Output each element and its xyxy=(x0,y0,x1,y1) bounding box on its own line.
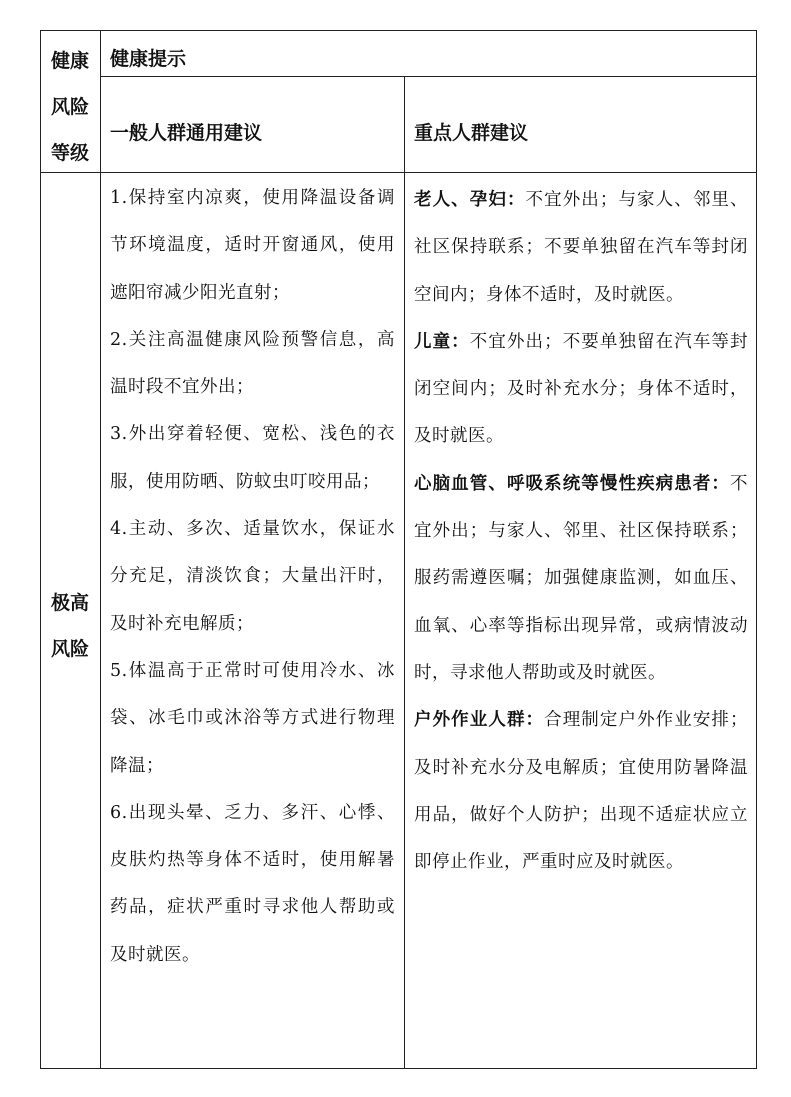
general-advice-list xyxy=(110,175,395,979)
general-advice-item: 1.保持室内凉爽，使用降温设备调节环境温度，适时开窗通风，使用遮阳帘减少阳光直射； xyxy=(110,188,395,303)
key-group-text: 不宜外出；与家人、邻里、社区保持联系；不要单独留在汽车等封闭空间内；身体不适时，及时就医。 xyxy=(414,190,749,305)
header-risk-level-line-2: 风险 xyxy=(50,96,89,118)
key-group-text: 合理制定户外作业安排；及时补充水分及电解质；宜使用防暑降温用品，做好个人防护；出现不适症状应立即停止作业，严重时应及时就医。 xyxy=(414,710,749,873)
risk-level-line-2: 风险 xyxy=(50,638,89,660)
general-advice-item: 5.体温高于正常时可使用冷水、冰袋、冰毛巾或沐浴等方式进行物理降温； xyxy=(110,660,395,776)
header-health-tips: 健康提示 xyxy=(110,48,187,70)
key-group-elderly-pregnant xyxy=(414,177,748,319)
header-risk-level-line-1: 健康 xyxy=(50,50,89,72)
key-group-label: 儿童： xyxy=(414,331,470,352)
key-group-label: 户外作业人群： xyxy=(414,710,545,731)
key-group-label: 老人、孕妇： xyxy=(414,190,526,210)
header-risk-level-line-3: 等级 xyxy=(50,142,89,164)
risk-level-line-1: 极高 xyxy=(50,592,89,614)
header-key-advice: 重点人群建议 xyxy=(414,122,529,144)
risk-level-value xyxy=(40,580,100,672)
header-general-advice: 一般人群通用建议 xyxy=(110,122,263,144)
general-advice-item: 2.关注高温健康风险预警信息，高温时段不宜外出； xyxy=(110,329,395,398)
general-advice-item: 6.出现头晕、乏力、多汗、心悸、皮肤灼热等身体不适时，使用解暑药品，症状严重时寻求他人帮助或及时就医。 xyxy=(110,802,395,965)
key-group-outdoor-workers xyxy=(414,697,748,886)
divider-advice-cols xyxy=(404,76,405,1069)
divider-header-body xyxy=(40,172,757,173)
divider-level-col xyxy=(100,30,101,1069)
key-group-text: 不宜外出；与家人、邻里、社区保持联系；服药需遵医嘱；加强健康监测，如血压、血氧、心率等指标出现异常，或病情波动时，寻求他人帮助或及时就医。 xyxy=(414,473,748,683)
general-advice-item: 3.外出穿着轻便、宽松、浅色的衣服，使用防晒、防蚊虫叮咬用品； xyxy=(110,424,395,492)
key-group-text: 不宜外出；不要单独留在汽车等封闭空间内；及时补充水分；身体不适时，及时就医。 xyxy=(414,331,748,447)
header-risk-level xyxy=(40,38,100,176)
key-advice-list xyxy=(414,177,748,886)
general-advice-item: 4.主动、多次、适量饮水，保证水分充足，清淡饮食；大量出汗时，及时补充电解质； xyxy=(110,519,395,634)
divider-tips-title xyxy=(100,76,757,77)
key-group-label: 心脑血管、呼吸系统等慢性疾病患者： xyxy=(414,473,730,494)
key-group-children xyxy=(414,319,748,461)
key-group-chronic-patients xyxy=(414,461,748,697)
